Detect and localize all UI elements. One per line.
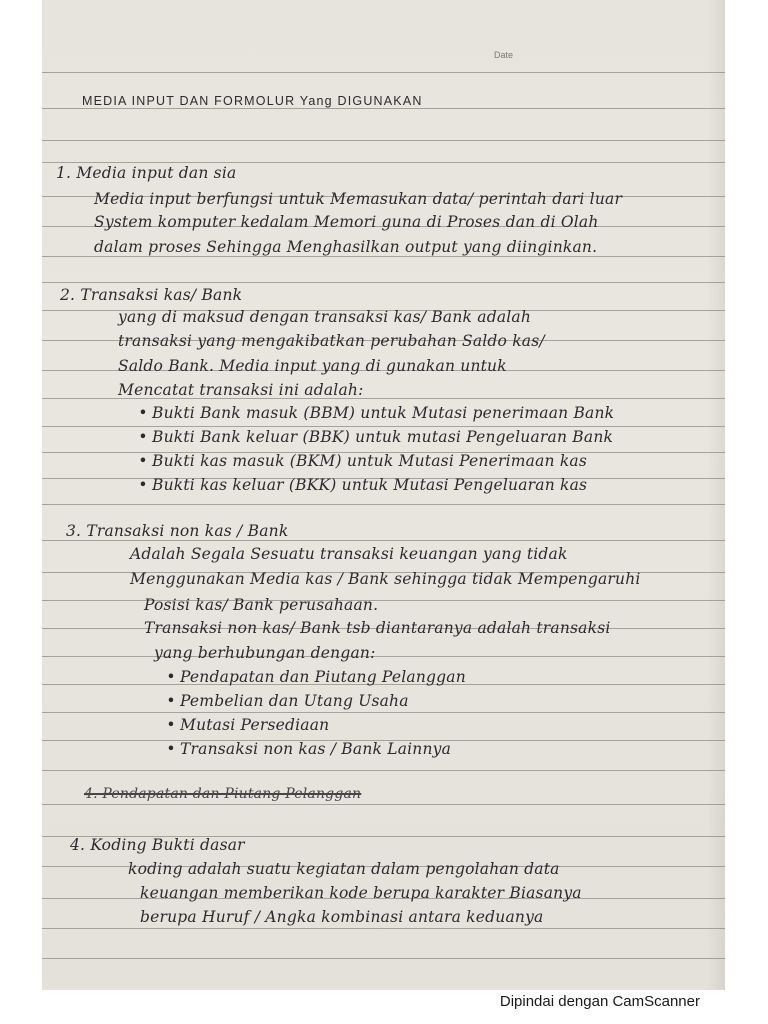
crossed-out-heading: 4. Pendapatan dan Piutang Pelanggan bbox=[84, 786, 362, 802]
page-shadow bbox=[707, 0, 725, 990]
section-4-line-1: koding adalah suatu kegiatan dalam pengolahan data bbox=[128, 860, 560, 878]
bullet-marker: • bbox=[138, 428, 148, 446]
bullet-marker: • bbox=[138, 452, 148, 470]
ruled-line bbox=[42, 504, 725, 505]
section-2-bullet-4 bbox=[134, 476, 587, 494]
ruled-line bbox=[42, 712, 725, 713]
ruled-line bbox=[42, 256, 725, 257]
section-4-line-3: berupa Huruf / Angka kombinasi antara keduanya bbox=[140, 908, 544, 926]
scanned-notebook-page bbox=[42, 0, 725, 990]
section-2-bullet-2-text: Bukti Bank keluar (BBK) untuk mutasi Pengeluaran Bank bbox=[152, 428, 614, 446]
section-3-bullet-1 bbox=[162, 668, 466, 686]
ruled-line bbox=[42, 656, 725, 657]
ruled-line bbox=[42, 72, 725, 73]
section-2-line-4: Mencatat transaksi ini adalah: bbox=[118, 381, 364, 399]
camscanner-watermark: Dipindai dengan CamScanner bbox=[499, 993, 700, 1010]
section-2-line-1: yang di maksud dengan transaksi kas/ Bank adalah bbox=[118, 308, 532, 326]
section-2-bullet-4-text: Bukti kas keluar (BKK) untuk Mutasi Pengeluaran kas bbox=[152, 476, 588, 494]
date-label: Date bbox=[494, 50, 514, 60]
section-2-bullet-1 bbox=[134, 404, 614, 422]
bullet-marker: • bbox=[166, 692, 176, 710]
section-3-line-3: Posisi kas/ Bank perusahaan. bbox=[144, 596, 379, 614]
section-3-bullet-4-text: Transaksi non kas / Bank Lainnya bbox=[180, 740, 452, 758]
section-1-line-3: dalam proses Sehingga Menghasilkan output yang diinginkan. bbox=[94, 238, 598, 256]
section-2-bullet-3 bbox=[134, 452, 587, 470]
section-3-heading: 3. Transaksi non kas / Bank bbox=[66, 522, 289, 540]
section-3-bullet-1-text: Pendapatan dan Piutang Pelanggan bbox=[180, 668, 466, 686]
section-4-line-2: keuangan memberikan kode berupa karakter Biasanya bbox=[140, 884, 582, 902]
ruled-line bbox=[42, 108, 725, 109]
ruled-line bbox=[42, 140, 725, 141]
bullet-marker: • bbox=[166, 668, 176, 686]
section-2-heading: 2. Transaksi kas/ Bank bbox=[60, 286, 243, 304]
ruled-line bbox=[42, 958, 725, 959]
ruled-line bbox=[42, 282, 725, 283]
section-3-bullet-2 bbox=[162, 692, 409, 710]
bullet-marker: • bbox=[166, 740, 176, 758]
ruled-line bbox=[42, 928, 725, 929]
section-3-line-4: Transaksi non kas/ Bank tsb diantaranya adalah transaksi bbox=[144, 619, 611, 637]
section-4-heading: 4. Koding Bukti dasar bbox=[70, 836, 245, 854]
ruled-line bbox=[42, 162, 725, 163]
ruled-line bbox=[42, 426, 725, 427]
section-3-line-5: yang berhubungan dengan: bbox=[154, 644, 376, 662]
section-2-bullet-2 bbox=[134, 428, 613, 446]
section-1-line-1: Media input berfungsi untuk Memasukan data/ perintah dari luar bbox=[94, 190, 623, 208]
ruled-line bbox=[42, 770, 725, 771]
section-1-heading: 1. Media input dan sia bbox=[56, 164, 237, 182]
bullet-marker: • bbox=[138, 404, 148, 422]
section-3-line-2: Menggunakan Media kas / Bank sehingga tidak Mempengaruhi bbox=[130, 570, 641, 588]
section-2-line-2: transaksi yang mengakibatkan perubahan Saldo kas/ bbox=[118, 332, 545, 350]
bullet-marker: • bbox=[166, 716, 176, 734]
section-2-line-3: Saldo Bank. Media input yang di gunakan untuk bbox=[118, 357, 507, 375]
ruled-line bbox=[42, 804, 725, 805]
section-2-bullet-1-text: Bukti Bank masuk (BBM) untuk Mutasi penerimaan Bank bbox=[152, 404, 615, 422]
section-3-line-1: Adalah Segala Sesuatu transaksi keuangan yang tidak bbox=[130, 545, 568, 563]
section-3-bullet-3 bbox=[162, 716, 329, 734]
ruled-line bbox=[42, 540, 725, 541]
bullet-marker: • bbox=[138, 476, 148, 494]
section-3-bullet-3-text: Mutasi Persediaan bbox=[180, 716, 330, 734]
section-3-bullet-2-text: Pembelian dan Utang Usaha bbox=[180, 692, 409, 710]
section-2-bullet-3-text: Bukti kas masuk (BKM) untuk Mutasi Penerimaan kas bbox=[152, 452, 588, 470]
section-3-bullet-4 bbox=[162, 740, 451, 758]
section-1-line-2: System komputer kedalam Memori guna di Proses dan di Olah bbox=[94, 213, 599, 231]
page-title: MEDIA INPUT DAN FORMOLUR Yang DIGUNAKAN bbox=[82, 94, 423, 108]
